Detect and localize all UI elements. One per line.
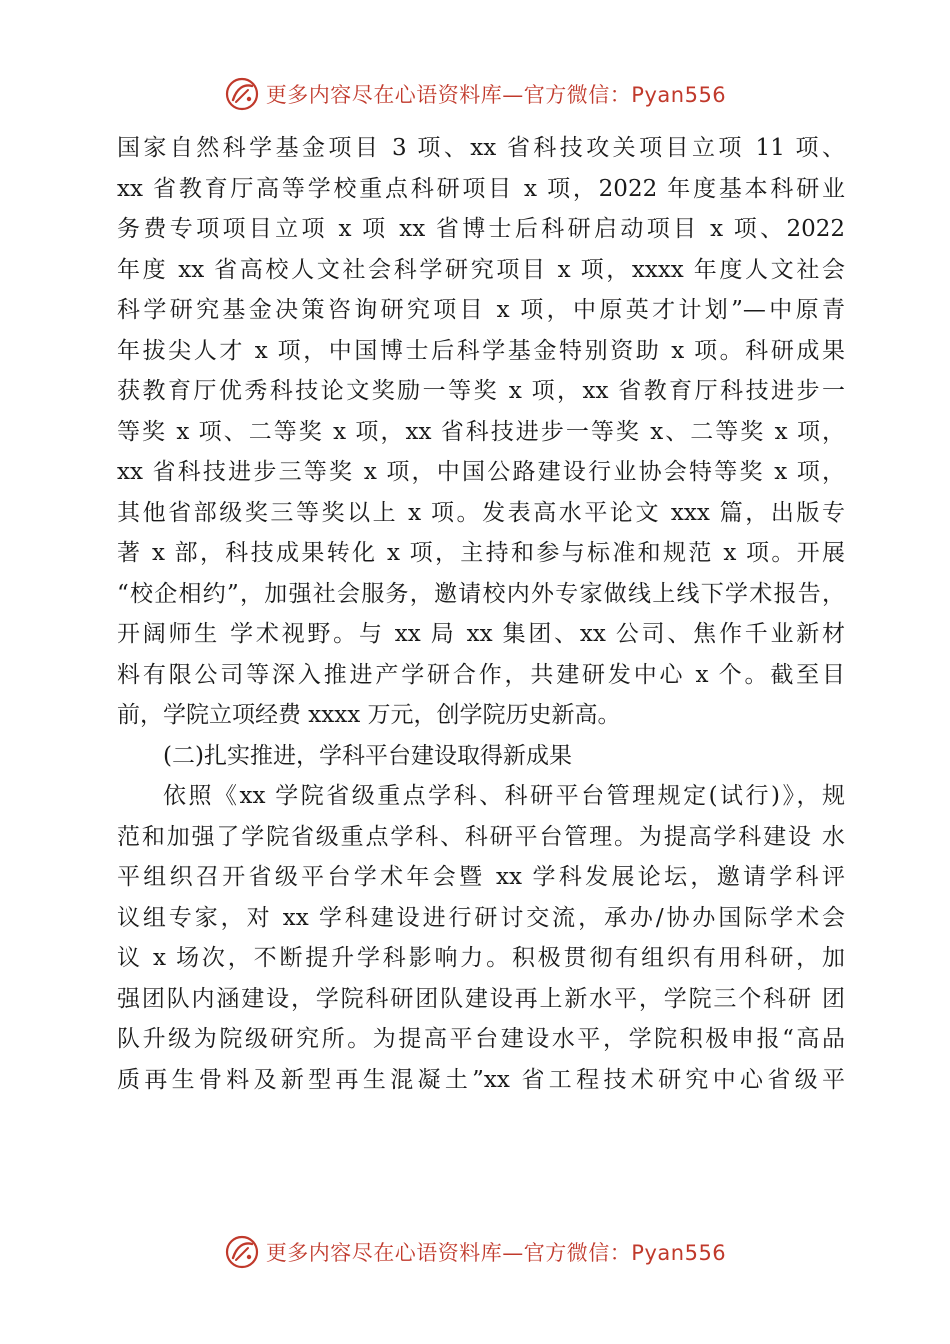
body-line: 平组织召开省级平台学术年会暨 xx 学科发展论坛，邀请学科评	[117, 864, 845, 890]
body-line: 国家自然科学基金项目 3 项、xx 省科技攻关项目立项 11 项、	[117, 135, 845, 161]
body-line: 料有限公司等深入推进产学研合作，共建研发中心 x 个。截至目	[117, 661, 845, 688]
body-line: 务费专项项目立项 x 项 xx 省博士后科研启动项目 x 项、2022	[117, 216, 845, 242]
body-line: 其他省部级奖三等奖以上 x 项。发表高水平论文 xxx 篇，出版专	[117, 499, 845, 526]
body-line: 科学研究基金决策咨询研究项目 x 项，中原英才计划”—中原青	[117, 297, 845, 323]
body-line: 年拔尖人才 x 项，中国博士后科学基金特别资助 x 项。科研成果	[117, 337, 845, 364]
seal-logo-icon	[224, 1234, 260, 1270]
body-line: 议 x 场次，不断提升学科影响力。积极贯彻有组织有用科研，加	[117, 945, 845, 971]
body-line: 范和加强了学院省级重点学科、科研平台管理。为提高学科建设 水	[117, 823, 845, 850]
header-banner	[0, 72, 950, 116]
body-line: 强团队内涵建设，学院科研团队建设再上新水平，学院三个科研 团	[117, 985, 845, 1012]
body-line: “校企相约”，加强社会服务，邀请校内外专家做线上线下学术报告，	[117, 580, 845, 607]
body-line: 依照《xx 学院省级重点学科、科研平台管理规定(试行)》，规	[163, 783, 845, 809]
body-line: xx 省科技进步三等奖 x 项，中国公路建设行业协会特等奖 x 项，	[117, 459, 845, 485]
header-banner-text: 更多内容尽在心语资料库—官方微信：Pyan556	[265, 83, 727, 107]
body-line: 等奖 x 项、二等奖 x 项，xx 省科技进步一等奖 x、二等奖 x 项，	[117, 418, 845, 445]
body-line: 年度 xx 省高校人文社会科学研究项目 x 项，xxxx 年度人文社会	[117, 256, 845, 283]
body-line: 获教育厅优秀科技论文奖励一等奖 x 项，xx 省教育厅科技进步一	[117, 378, 845, 404]
section-heading: (二)扎实推进，学科平台建设取得新成果	[163, 742, 572, 769]
footer-banner-text: 更多内容尽在心语资料库—官方微信：Pyan556	[265, 1241, 727, 1265]
footer-banner	[0, 1230, 950, 1274]
body-line: xx 省教育厅高等学校重点科研项目 x 项，2022 年度基本科研业	[117, 175, 845, 202]
body-line: 著 x 部，科技成果转化 x 项，主持和参与标准和规范 x 项。开展	[117, 540, 845, 566]
body-line: 队升级为院级研究所。为提高平台建设水平，学院积极申报“高品	[117, 1026, 845, 1052]
document-body	[117, 128, 845, 1100]
seal-logo-icon	[224, 76, 260, 112]
body-line: 议组专家，对 xx 学科建设进行研讨交流，承办/协办国际学术会	[117, 904, 845, 931]
body-line: 质再生骨料及新型再生混凝土”xx 省工程技术研究中心省级平	[117, 1066, 845, 1093]
body-line: 开阔师生 学术视野。与 xx 局 xx 集团、xx 公司、焦作千业新材	[117, 621, 845, 647]
body-line: 前，学院立项经费 xxxx 万元，创学院历史新高。	[117, 702, 621, 728]
